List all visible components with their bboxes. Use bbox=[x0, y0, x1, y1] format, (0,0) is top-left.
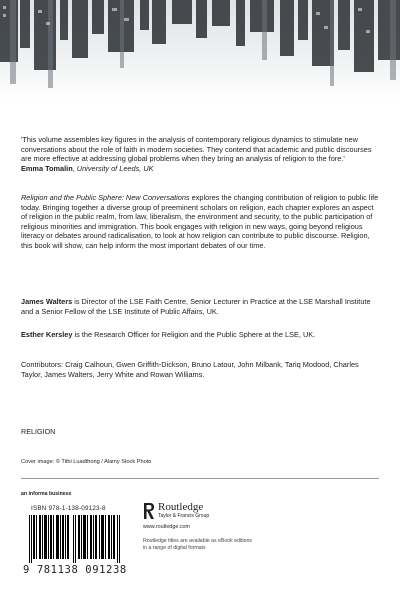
publisher-group: Taylor & Francis Group bbox=[158, 513, 210, 519]
cover-image-credit: Cover image: © Tithi Luadthong / Alamy Stock Photo bbox=[21, 459, 152, 465]
informa-label: an informa business bbox=[21, 491, 72, 497]
routledge-logo-icon bbox=[143, 502, 155, 520]
publisher-website: www.routledge.com bbox=[143, 524, 191, 530]
editor-bio-walters bbox=[21, 297, 379, 316]
quote-text: 'This volume assembles key figures in the analysis of contemporary religious dynamics to stimulate new conversations about the role of faith in modern societies. They contend that academic and public discourses are more effective at addressing global problems when they bring an analysis of religion to the fore.' bbox=[21, 135, 372, 164]
publisher-name: Routledge bbox=[158, 501, 204, 513]
quote-author: Emma Tomalin bbox=[21, 163, 73, 173]
book-title: Religion and the Public Sphere: New Conversations bbox=[21, 193, 190, 202]
ebook-note: Routledge titles are available as eBook editions in a range of digital formats bbox=[143, 538, 253, 551]
barcode-icon bbox=[29, 515, 121, 563]
description-text: explores the changing contribution of religion to public life today. Bringing together a diverse group of preeminent scholars on religion, each chapter explores an aspect of religion in the public realm, from law, liberalism, the environment and security, to the public participation of religious minorities and immigration. This book engages with religion in new ways, going beyond religious literacy or debates around radicalisation, to look at how religion can contribute to public discourse. Religion, this book will show, can help inform the most important debates of our time. bbox=[21, 193, 379, 250]
quote-affiliation: University of Leeds, UK bbox=[76, 163, 154, 173]
subject-category: RELIGION bbox=[21, 427, 56, 436]
editor-bio: is the Research Officer for Religion and the Public Sphere at the LSE, UK. bbox=[72, 330, 316, 339]
divider bbox=[21, 478, 379, 479]
barcode-digits: 9 781138 091238 bbox=[23, 564, 127, 576]
contributors-text: Contributors: Craig Calhoun, Gwen Griffith-Dickson, Bruno Latour, John Milbank, Tariq Modood, Charles Taylor, James Walters, Jerry White and Rowan Williams. bbox=[21, 360, 359, 379]
editor-name: Esther Kersley bbox=[21, 330, 73, 339]
review-quote: 'This volume assembles key figures in the analysis of contemporary religious dynamics to stimulate new conversations about the role of faith in modern societies. They contend that academic and public discourses are more effective at addressing global problems when they bring an analysis of religion to the fore.' Emma Tomalin, University of Leeds, UK bbox=[21, 135, 379, 173]
editor-bio: is Director of the LSE Faith Centre, Senior Lecturer in Practice at the LSE Marshall Institute and a Senior Fellow of the LSE Institute of Public Affairs, UK. bbox=[21, 297, 371, 316]
isbn-barcode bbox=[21, 500, 129, 582]
isbn-number: ISBN 978-1-138-09123-8 bbox=[31, 505, 106, 512]
editor-bio-kersley bbox=[21, 330, 379, 340]
editor-name: James Walters bbox=[21, 297, 73, 306]
contributors-list bbox=[21, 360, 379, 379]
cover-banner-image bbox=[0, 0, 400, 100]
book-description bbox=[21, 193, 379, 251]
